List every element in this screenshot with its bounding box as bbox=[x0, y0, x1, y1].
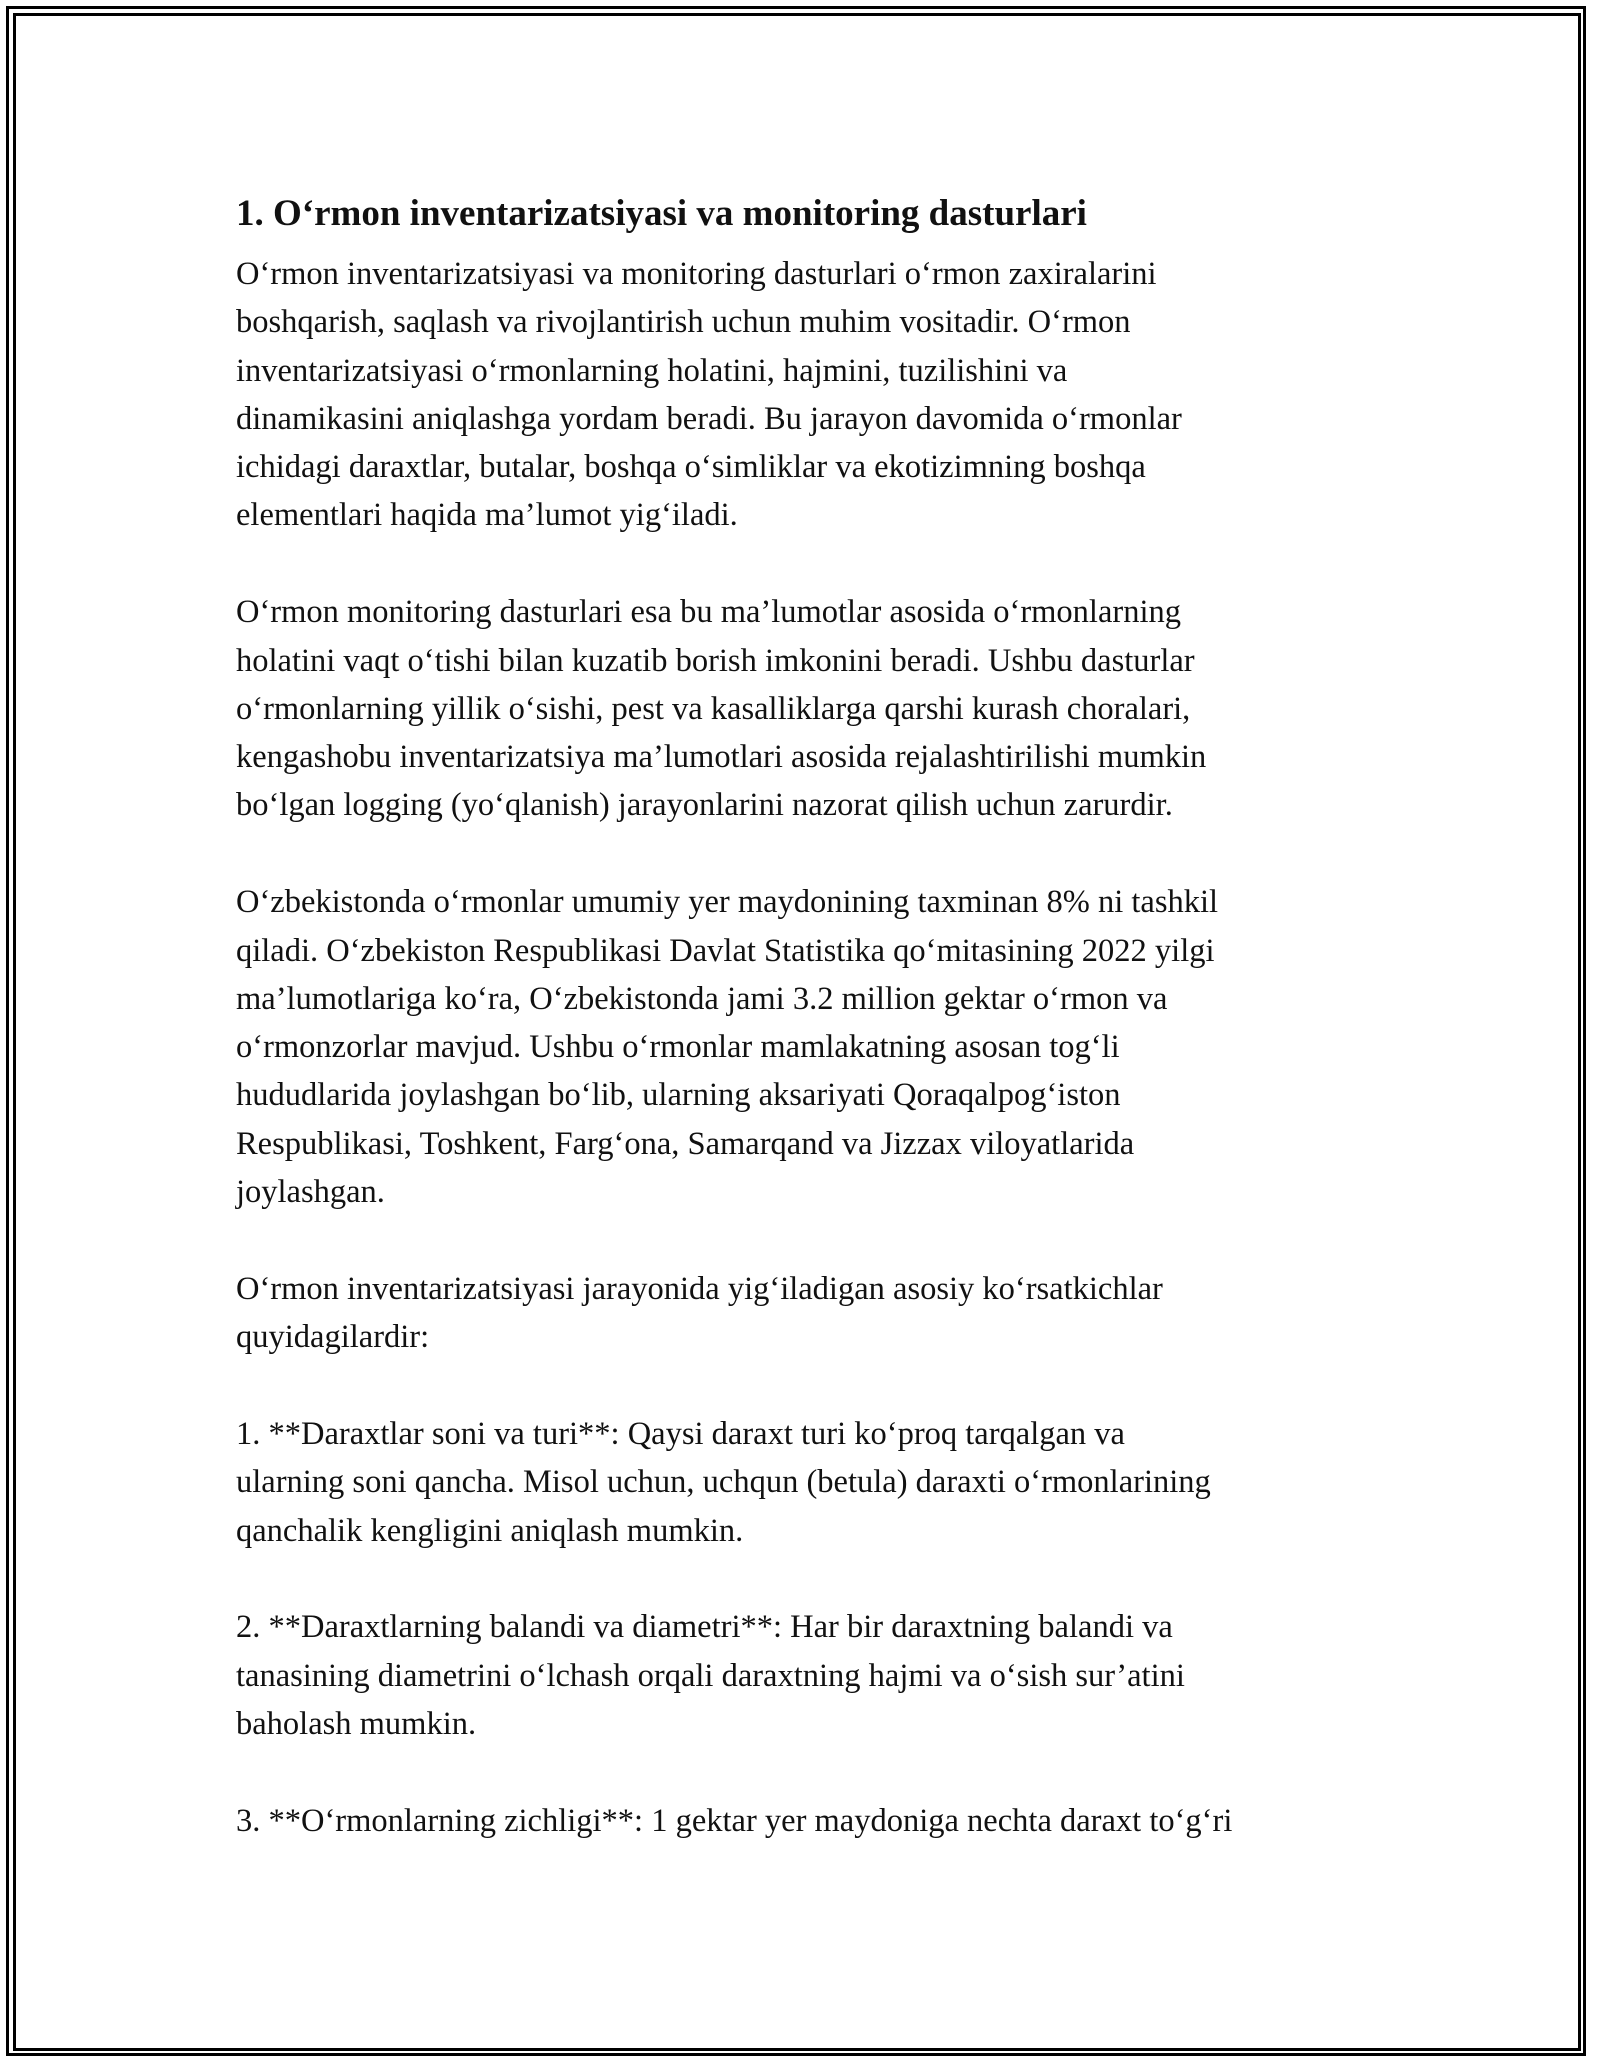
section-heading: 1. O‘rmon inventarizatsiyasi va monitoring dasturlari bbox=[236, 193, 1087, 234]
paragraph-uzbekistan-forests bbox=[236, 878, 1376, 1216]
document-body bbox=[236, 188, 1376, 1894]
text-line: ularning soni qancha. Misol uchun, uchqun (betula) daraxti o‘rmonlarining bbox=[236, 1464, 1211, 1501]
text-line: ichidagi daraxtlar, butalar, boshqa o‘simliklar va ekotizimning boshqa bbox=[236, 449, 1146, 486]
text-line: hududlarida joylashgan bo‘lib, ularning aksariyati Qoraqalpog‘iston bbox=[236, 1077, 1121, 1114]
list-item-tree-count bbox=[236, 1410, 1376, 1555]
text-line: O‘zbekistonda o‘rmonlar umumiy yer maydonining taxminan 8% ni tashkil bbox=[236, 884, 1219, 921]
text-line: 3. **O‘rmonlarning zichligi**: 1 gektar yer maydoniga nechta daraxt to‘g‘ri bbox=[236, 1802, 1233, 1839]
text-line: quyidagilardir: bbox=[236, 1319, 430, 1356]
text-line: 1. **Daraxtlar soni va turi**: Qaysi daraxt turi ko‘proq tarqalgan va bbox=[236, 1415, 1125, 1452]
text-line: 2. **Daraxtlarning balandi va diametri**: Har bir daraxtning balandi va bbox=[236, 1609, 1173, 1646]
text-line: qanchalik kengligini aniqlash mumkin. bbox=[236, 1512, 744, 1549]
text-line: dinamikasini aniqlashga yordam beradi. Bu jarayon davomida o‘rmonlar bbox=[236, 400, 1182, 437]
text-line: O‘rmon monitoring dasturlari esa bu ma’lumotlar asosida o‘rmonlarning bbox=[236, 594, 1181, 631]
text-line: o‘rmonzorlar mavjud. Ushbu o‘rmonlar mamlakatning asosan tog‘li bbox=[236, 1029, 1120, 1066]
paragraph-monitoring bbox=[236, 588, 1376, 829]
text-line: O‘rmon inventarizatsiyasi va monitoring dasturlari o‘rmon zaxiralarini bbox=[236, 256, 1157, 292]
text-line: Respublikasi, Toshkent, Farg‘ona, Samarqand va Jizzax viloyatlarida bbox=[236, 1125, 1135, 1162]
text-line: bo‘lgan logging (yo‘qlanish) jarayonlarini nazorat qilish uchun zarurdir. bbox=[236, 787, 1173, 824]
text-line: holatini vaqt o‘tishi bilan kuzatib borish imkonini beradi. Ushbu dasturlar bbox=[236, 642, 1195, 679]
text-line: tanasining diametrini o‘lchash orqali daraxtning hajmi va o‘sish sur’atini bbox=[236, 1657, 1185, 1694]
text-line: joylashgan. bbox=[236, 1174, 385, 1211]
paragraph-indicators-intro bbox=[236, 1265, 1376, 1362]
list-item-tree-height bbox=[236, 1603, 1376, 1748]
text-line: inventarizatsiyasi o‘rmonlarning holatini, hajmini, tuzilishini va bbox=[236, 352, 1068, 389]
text-line: kengashobu inventarizatsiya ma’lumotlari asosida rejalashtirilishi mumkin bbox=[236, 739, 1207, 776]
paragraph-intro bbox=[236, 250, 1376, 540]
text-line: baholash mumkin. bbox=[236, 1705, 477, 1742]
text-line: o‘rmonlarning yillik o‘sishi, pest va kasalliklarga qarshi kurash choralari, bbox=[236, 690, 1191, 727]
text-line: elementlari haqida ma’lumot yig‘iladi. bbox=[236, 497, 738, 534]
list-item-forest-density bbox=[236, 1797, 1376, 1845]
text-line: qiladi. O‘zbekiston Respublikasi Davlat Statistika qo‘mitasining 2022 yilgi bbox=[236, 932, 1215, 969]
text-line: O‘rmon inventarizatsiyasi jarayonida yig‘iladigan asosiy ko‘rsatkichlar bbox=[236, 1270, 1163, 1307]
text-line: ma’lumotlariga ko‘ra, O‘zbekistonda jami 3.2 million gektar o‘rmon va bbox=[236, 980, 1168, 1017]
text-line: boshqarish, saqlash va rivojlantirish uchun muhim vositadir. O‘rmon bbox=[236, 304, 1131, 341]
